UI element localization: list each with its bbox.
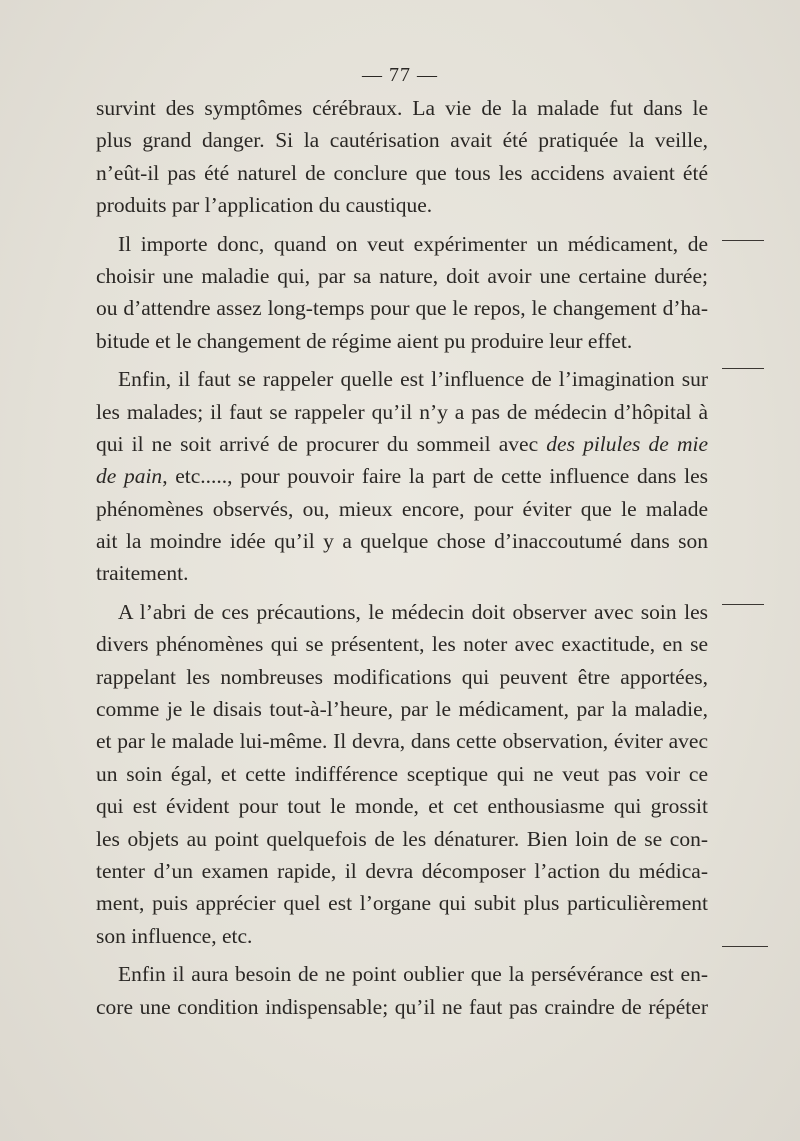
text-line: les malades; il faut se rappeler qu’il n’y a pas de médecin d’hôpital à bbox=[96, 399, 708, 424]
text-line: ait la moindre idée qu’il y a quelque chose d’inaccoutumé dans son bbox=[96, 529, 708, 554]
paragraph-start-line: Enfin il aura besoin de ne point oublier que la persévérance est en- bbox=[118, 962, 708, 987]
text-line: produits par l’application du caustique. bbox=[96, 193, 433, 218]
italic-phrase: des pilules de mie bbox=[546, 431, 709, 456]
text-line: ment, puis apprécier quel est l’organe qui subit plus particulièrement bbox=[96, 891, 708, 916]
text-line: bitude et le changement de régime aient pu produire leur effet. bbox=[96, 328, 633, 353]
text-line: n’eût-il pas été naturel de conclure que tous les accidens avaient été bbox=[96, 160, 708, 185]
text-line: traitement. bbox=[96, 561, 189, 586]
paragraph-start-line: Il importe donc, quand on veut expérimenter un médicament, de bbox=[118, 231, 708, 256]
text-line: son influence, etc. bbox=[96, 923, 253, 948]
margin-mark bbox=[722, 946, 768, 947]
text-line: qui est évident pour tout le monde, et cet enthousiasme qui grossit bbox=[96, 794, 708, 819]
italic-phrase: de pain bbox=[96, 464, 163, 489]
paragraph-start-line: A l’abri de ces précautions, le médecin doit observer avec soin les bbox=[118, 599, 708, 624]
text-line: tenter d’un examen rapide, il devra décomposer l’action du médica- bbox=[96, 858, 708, 883]
text-line: choisir une maladie qui, par sa nature, doit avoir une certaine durée; bbox=[96, 263, 708, 288]
text-line: rappelant les nombreuses modifications qui peuvent être apportées, bbox=[96, 664, 708, 689]
text-line: survint des symptômes cérébraux. La vie de la malade fut dans le bbox=[96, 96, 708, 120]
text-line: un soin égal, et cette indifférence sceptique qui ne veut pas voir ce bbox=[96, 761, 708, 786]
text-line: comme je le disais tout-à-l’heure, par le médicament, par la maladie, bbox=[96, 697, 708, 722]
text-line: phénomènes observés, ou, mieux encore, pour éviter que le malade bbox=[96, 496, 708, 521]
body-text bbox=[96, 92, 708, 1023]
text-line: plus grand danger. Si la cautérisation avait été pratiquée la veille, bbox=[96, 128, 708, 153]
text-line: de pain, etc....., pour pouvoir faire la part de cette influence dans les bbox=[96, 464, 708, 489]
margin-mark bbox=[722, 240, 764, 241]
text-line: divers phénomènes qui se présentent, les noter avec exactitude, en se bbox=[96, 632, 708, 657]
text-line: ou d’attendre assez long-temps pour que le repos, le changement d’ha- bbox=[96, 296, 708, 321]
text-line: core une condition indispensable; qu’il ne faut pas craindre de répéter bbox=[96, 994, 708, 1019]
text-line: qui il ne soit arrivé de procurer du sommeil avec des pilules de mie bbox=[96, 431, 709, 456]
paragraph-start-line: Enfin, il faut se rappeler quelle est l’influence de l’imagination sur bbox=[118, 367, 708, 392]
text-line: et par le malade lui-même. Il devra, dans cette observation, éviter avec bbox=[96, 729, 708, 754]
margin-mark bbox=[722, 368, 764, 369]
page-number: — 77 — bbox=[362, 64, 438, 86]
margin-mark bbox=[722, 604, 764, 605]
text-line: les objets au point quelquefois de les dénaturer. Bien loin de se con- bbox=[96, 826, 708, 851]
